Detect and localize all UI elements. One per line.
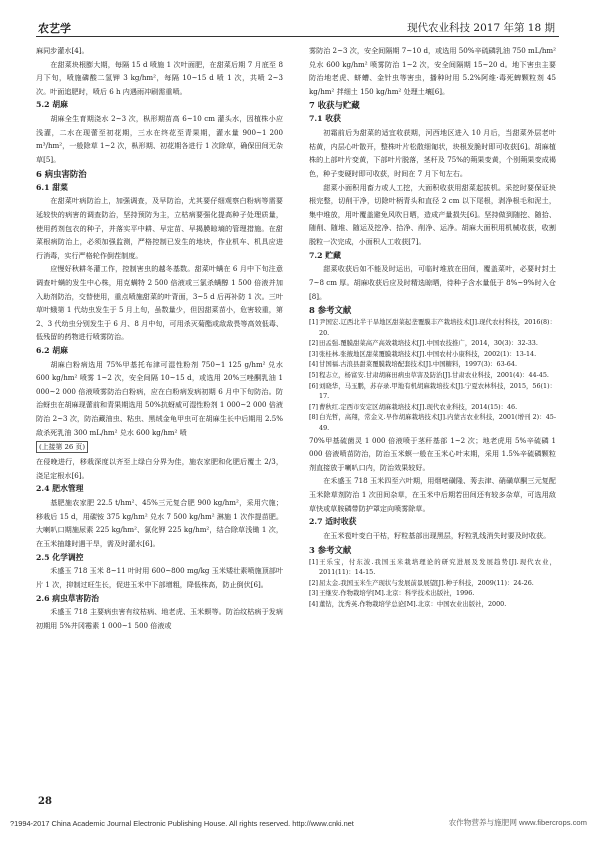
reference-text: 田孟强.覆膜甜菜高产高效栽培技术[J].中国农技推广，2014，30(3)：32-33. bbox=[319, 339, 538, 348]
section-heading: 3 参考文献 bbox=[309, 544, 352, 555]
reference-number: [1] bbox=[309, 318, 319, 327]
reference-text: 董钻，沈秀英.作物栽培学总论[M].北京：中国农业出版社，2000. bbox=[319, 599, 507, 608]
body-paragraph: 胡麻全生育期浇水 2~3 次，枞形期苗高 6~10 cm 灌头水，因植株小应浅灌，二水在现蕾至初花期，三水在终花至青果期，灌水量 900~1 200 m³/hm²，一般除草 1~2 次，枞形期、初花期各进行 1 次除草，确保田间无杂草[5]。 bbox=[36, 114, 283, 164]
section-heading: 7.1 收获 bbox=[309, 114, 341, 124]
body-paragraph: 麻同步灌水[4]。 bbox=[36, 46, 89, 55]
body-paragraph: 在玉米苞叶变白干枯，籽粒基部出现黑层，籽粒乳线消失时要及时收获。 bbox=[323, 530, 551, 540]
reference-item bbox=[309, 578, 556, 589]
section-heading: 2.7 适时收获 bbox=[309, 517, 357, 527]
section-heading: 2.5 化学调控 bbox=[36, 552, 84, 562]
reference-number: [2] bbox=[309, 578, 319, 587]
body-paragraph: 雾防治 2~3 次，安全间隔期 7~10 d，或选用 50%辛硫磷乳油 750 mL/hm² 兑水 600 kg/hm² 喷雾防治 1~2 次，安全间隔期 15~20 d。地下害虫主要防治地老虎、蛴螬、金针虫等害虫，播种时用 5.2%阿维·毒死蜱颗粒剂 45 kg/hm² 拌细土 150 kg/hm² 处理土壤[6]。 bbox=[309, 46, 556, 96]
body-paragraph: 70%甲基硫菌灵 1 000 倍液喷于茎秆基部 1~2 次；地老虎用 5%辛硫磷 1 000 倍液喷苗防治，防治玉米螟一般在玉米心叶末期，采用 1.5%辛硫磷颗粒剂直接放于喇叭口内，防治效果较好。 bbox=[309, 435, 556, 472]
reference-text: 甘国福.古浪县甜菜覆膜栽培配套技术[J].中国糖料，1997(3)：63-64. bbox=[319, 360, 517, 369]
reference-item bbox=[309, 370, 556, 381]
section-heading: 8 参考文献 bbox=[309, 305, 352, 316]
body-paragraph: 应慢好秋耕冬灌工作，控制害虫的越冬基数。甜菜叶螨在 6 月中下旬注意调查叶螨的发生中心株，用克螨特 2 500 倍液或三氯杀螨醇 1 500 倍液并加入助剂防治，交替使用，重点喷施甜菜的叶背面，3~5 d 后再补防 1 次。三叶草叶蛾第 1 代幼虫发生于 5 月上旬，虽数量少，但因甜菜苗小，危害较重，第 2、3 代幼虫分别发生于 6 月、8 月中旬，可用杀灭菊酯或敌敌畏等高效低毒、低残留的药物进行喷雾防治。 bbox=[36, 264, 283, 342]
reference-item bbox=[309, 317, 556, 338]
reference-item bbox=[309, 402, 556, 413]
reference-number: [3] bbox=[309, 589, 319, 598]
body-paragraph: 在甜菜叶病防治上，加强调查，及早防治，尤其要仔细观察白粉病等需要延较快的病害的调查防治，坚持预防为主，立枯病要强化提高种子处理质量，使用药剂包衣的种子，并落实平中耕、早定苗、早揭膜晾墒的管理措施。在甜菜根病防治上，必须加强监测，严格控制已发生的地块，作业机车、机具应进行消毒，实行严格轮作倒茬制度。 bbox=[36, 196, 283, 260]
section-heading: 7.2 贮藏 bbox=[309, 250, 341, 260]
body-paragraph: 在禾盛玉 718 玉米四至六叶期，用烟嘧磺隆、莠去津、硝磺草酮三元复配玉米除草剂防治 1 次田间杂草，在玉米中后期若田间还有较多杂草，可选用敌草快或草胺磷带防护罩定向喷雾除草。 bbox=[309, 476, 556, 513]
reference-text: 王乐宝，付东波.我国玉米栽培理论的研究进展及发展趋势[J].现代农业，2011(11)：14-15. bbox=[319, 557, 556, 577]
reference-item bbox=[309, 349, 556, 360]
section-heading: 5.2 胡麻 bbox=[36, 100, 68, 110]
header-divider bbox=[36, 36, 559, 37]
reference-text: 屈太金.我国玉米生产现状与发展前景展望[J].种子科技，2009(11)：24-26. bbox=[319, 578, 534, 587]
reference-text: 刘晓华，马玉鹏，苏存录.甲地有机胡麻栽培技术[J].宁夏农林科技，2015，56(1)：17. bbox=[319, 381, 556, 401]
body-paragraph: 胡麻白粉病选用 75%甲基托布津可湿性粉剂 750~1 125 g/hm² 兑水 600 kg/hm² 喷雾 1~2 次，安全间隔 10~15 d，或选用 20%三唑酮乳油 1 000~2 000 倍液喷雾防治白粉病，应在白粉病发病初期 6 月中下旬防治。防治蚜虫在胡麻现蕾前和青果期选用 50%抗蚜威可湿性粉剂 1 000~2 000 倍液防治 2~3 次，防治藏油虫、粘虫、黑绒金龟甲虫可在胡麻生长中后期用 2.5%敌杀死乳油 300 mL/hm² 兑水 600 kg/hm² 喷 bbox=[36, 359, 283, 437]
section-heading: 7 收获与贮藏 bbox=[309, 100, 360, 111]
reference-number: [2] bbox=[309, 339, 319, 348]
section-heading: 6.2 胡麻 bbox=[36, 345, 68, 355]
reference-number: [7] bbox=[309, 402, 319, 411]
reference-item bbox=[309, 338, 556, 349]
reference-text: 尹国宏.辽西北半干旱地区甜菜起垄覆膜丰产栽培技术[J].现代农村科技，2016(8)：20. bbox=[319, 318, 556, 337]
reference-item bbox=[309, 588, 556, 599]
continued-from-label: (上接第 26 页) bbox=[36, 441, 88, 453]
reference-number: [8] bbox=[309, 413, 319, 422]
journal-section-title: 农艺学 bbox=[38, 22, 71, 35]
section-heading: 6.1 甜菜 bbox=[36, 182, 68, 192]
reference-text: 白光哲，高翔，常金义.早作胡麻栽培技术[J].内蒙古农业科技，2001(增刊 2)：45-49. bbox=[319, 413, 556, 433]
reference-item bbox=[309, 599, 556, 610]
reference-number: [4] bbox=[309, 360, 319, 369]
section-heading: 6 病虫害防治 bbox=[36, 168, 87, 179]
page-number: 28 bbox=[38, 796, 52, 807]
reference-number: [6] bbox=[309, 381, 319, 390]
reference-item bbox=[309, 381, 556, 402]
reference-number: [5] bbox=[309, 371, 319, 380]
body-paragraph: 禾盛玉 718 玉米 8~11 叶时用 600~800 mg/kg 玉米矮壮素喷施顶部叶片 1 次，抑制过旺生长，促进玉米中下部增粗，降低株高，防止倒伏[6]。 bbox=[36, 566, 283, 589]
right-column bbox=[309, 44, 556, 610]
reference-text: 张桂林.张掖地区甜菜覆膜栽培技术[J].中国农村小康科技，2002(1)：13-14. bbox=[319, 349, 537, 358]
body-paragraph: 禾盛玉 718 主要病虫害有纹枯病、地老虎、玉米螟等。防治纹枯病于发病初期用 5%井冈霉素 1 000~1 500 倍液或 bbox=[36, 607, 283, 630]
journal-issue-label: 现代农业科技 2017 年第 18 期 bbox=[407, 22, 555, 34]
body-paragraph: 甜菜收获后如不能及时运出，可临时堆放在田间，覆盖菜叶，必要时封土 7~8 cm 厚。胡麻收获后应及时精选晾晒，待种子含水量低于 8%~9%时入仓[8]。 bbox=[309, 264, 556, 301]
reference-text: 王继安.作物栽培学[M].北京：科学技术出版社，1996. bbox=[319, 589, 475, 598]
reference-item bbox=[309, 557, 556, 578]
reference-item bbox=[309, 412, 556, 433]
reference-number: [3] bbox=[309, 349, 319, 358]
body-paragraph: 初霜前后为甜菜的适宜收获期，河西地区进入 10 月后，当甜菜外层老叶枯黄，内层心叶散开，整株叶片松散细匍状，块根发脆时即可收获[6]。胡麻植株的上部叶片变黄，下部叶片脱落，茎秆及 75%的蒴果变黄，个别蒴果变成褐色，种子变硬时即可收获，时间在 7 月下旬左右。 bbox=[309, 128, 556, 178]
watermark-footer: 农作物营养与施肥网 www.fibercrops.com bbox=[448, 818, 587, 827]
body-paragraph: 基肥施农家肥 22.5 t/hm²、45%三元复合肥 900 kg/hm²，采用穴施；移栽后 15 d，用碳铵 375 kg/hm² 兑水 7 500 kg/hm² 淋施 1 次作提苗肥。大喇叭口期施尿素 225 kg/hm²、氯化钾 225 kg/hm²，结合除草浅锄 1 次，在玉米抽雄时遇干旱，需及时灌水[6]。 bbox=[36, 498, 283, 548]
continued-from-wrapper bbox=[36, 439, 283, 455]
section-heading: 2.6 病虫草害防治 bbox=[36, 593, 100, 603]
copyright-footer: ?1994-2017 China Academic Journal Electronic Publishing House. All rights reserved. http://www.cnki.net bbox=[10, 819, 354, 828]
body-paragraph: 在侵晚进行，移栽深度以齐至上绿白分界为佳，施农家肥和化肥后覆土 2/3，浇足定根水[6]。 bbox=[36, 457, 283, 480]
reference-number: [4] bbox=[309, 599, 319, 608]
reference-item bbox=[309, 359, 556, 370]
left-column bbox=[36, 44, 283, 633]
reference-text: 曹秋红.定西市安定区胡麻栽培技术[J].现代农业科技，2014(15)：46. bbox=[319, 402, 518, 411]
reference-text: 程志立，杨富安.甘肃胡麻田病虫草害及防治[J].甘肃农业科技，2001(4)：44-45. bbox=[319, 371, 549, 380]
body-paragraph: 在甜菜块根膨大期，每隔 15 d 喷施 1 次叶面肥，在甜菜后期 7 月底至 8 月下旬，喷施磷酸二氢钾 3 kg/hm²，每隔 10~15 d 喷 1 次，共喷 2~3 次。叶面追肥时，喷后 6 h 内遇雨冲刷需重喷。 bbox=[36, 59, 283, 96]
section-heading: 2.4 肥水管理 bbox=[36, 484, 84, 494]
body-paragraph: 甜菜小面积用畜力或人工挖，大面积收获用甜菜起拔机。采挖时要保证块根完整，切削干净，切除叶柄青头和直径 2 cm 以下尾根，剥净根毛和泥土，集中堆放，用叶覆盖避免风吹日晒，造成产量损失[6]。坚持做到随挖、随拾、随削、随堆、随运及挖净、拾净、削净、运净。胡麻大面积用机械收获，收割脱粒一次完成，小面积人工收获[7]。 bbox=[309, 182, 556, 246]
reference-number: [1] bbox=[309, 557, 319, 566]
